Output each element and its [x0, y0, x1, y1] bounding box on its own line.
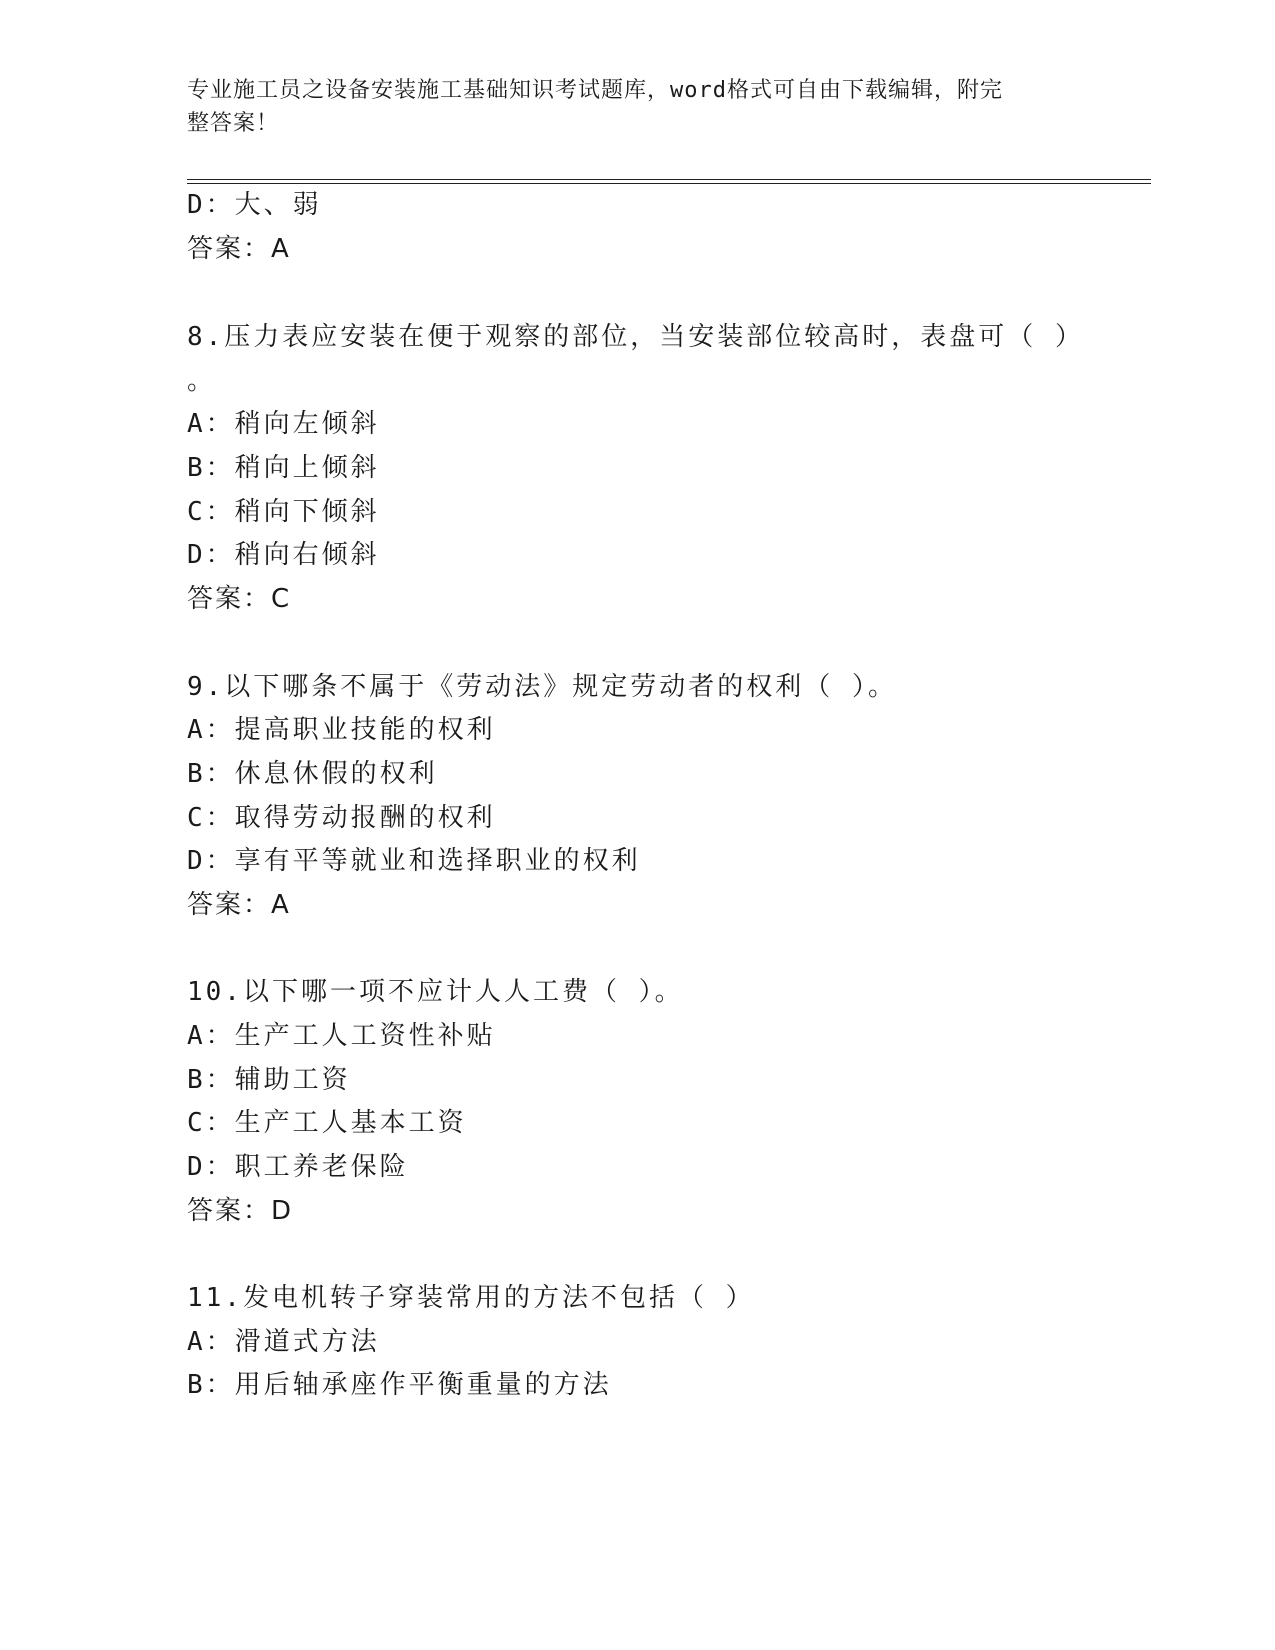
document-header [187, 74, 1067, 140]
q10-option-a: A：生产工人工资性补贴 [187, 1021, 496, 1051]
q11-stem: 11.发电机转子穿装常用的方法不包括（ ） [187, 1283, 755, 1313]
q10-answer: 答案：D [187, 1196, 294, 1226]
q10-stem: 10.以下哪一项不应计人人工费（ ）。 [187, 977, 684, 1007]
q9-stem: 9.以下哪条不属于《劳动法》规定劳动者的权利（ ）。 [187, 672, 897, 702]
header-title-line-2: 整答案！ [187, 111, 280, 136]
q8-stem-continuation: 。 [187, 366, 217, 396]
q8-stem: 8.压力表应安装在便于观察的部位，当安装部位较高时，表盘可（ ） [187, 322, 1084, 352]
header-divider [187, 179, 1151, 184]
q10-option-b: B：辅助工资 [187, 1065, 351, 1095]
q9-option-c: C：取得劳动报酬的权利 [187, 803, 496, 833]
q9-option-d: D：享有平等就业和选择职业的权利 [187, 846, 641, 876]
q8-answer: 答案：C [187, 584, 292, 614]
q9-answer: 答案：A [187, 890, 291, 920]
q11-option-b: B：用后轴承座作平衡重量的方法 [187, 1370, 612, 1400]
q7-answer: 答案：A [187, 234, 291, 264]
q9-option-b: B：休息休假的权利 [187, 759, 438, 789]
q11-option-a: A：滑道式方法 [187, 1327, 380, 1357]
q8-option-b: B：稍向上倾斜 [187, 453, 380, 483]
q9-option-a: A：提高职业技能的权利 [187, 715, 496, 745]
header-title-line-1: 专业施工员之设备安装施工基础知识考试题库，word格式可自由下载编辑，附完 [187, 78, 1003, 103]
q8-option-c: C：稍向下倾斜 [187, 497, 380, 527]
q8-option-d: D：稍向右倾斜 [187, 540, 380, 570]
q10-option-d: D：职工养老保险 [187, 1152, 409, 1182]
q8-option-a: A：稍向左倾斜 [187, 409, 380, 439]
q10-option-c: C：生产工人基本工资 [187, 1108, 467, 1138]
q7-option-d: D：大、弱 [187, 190, 322, 220]
